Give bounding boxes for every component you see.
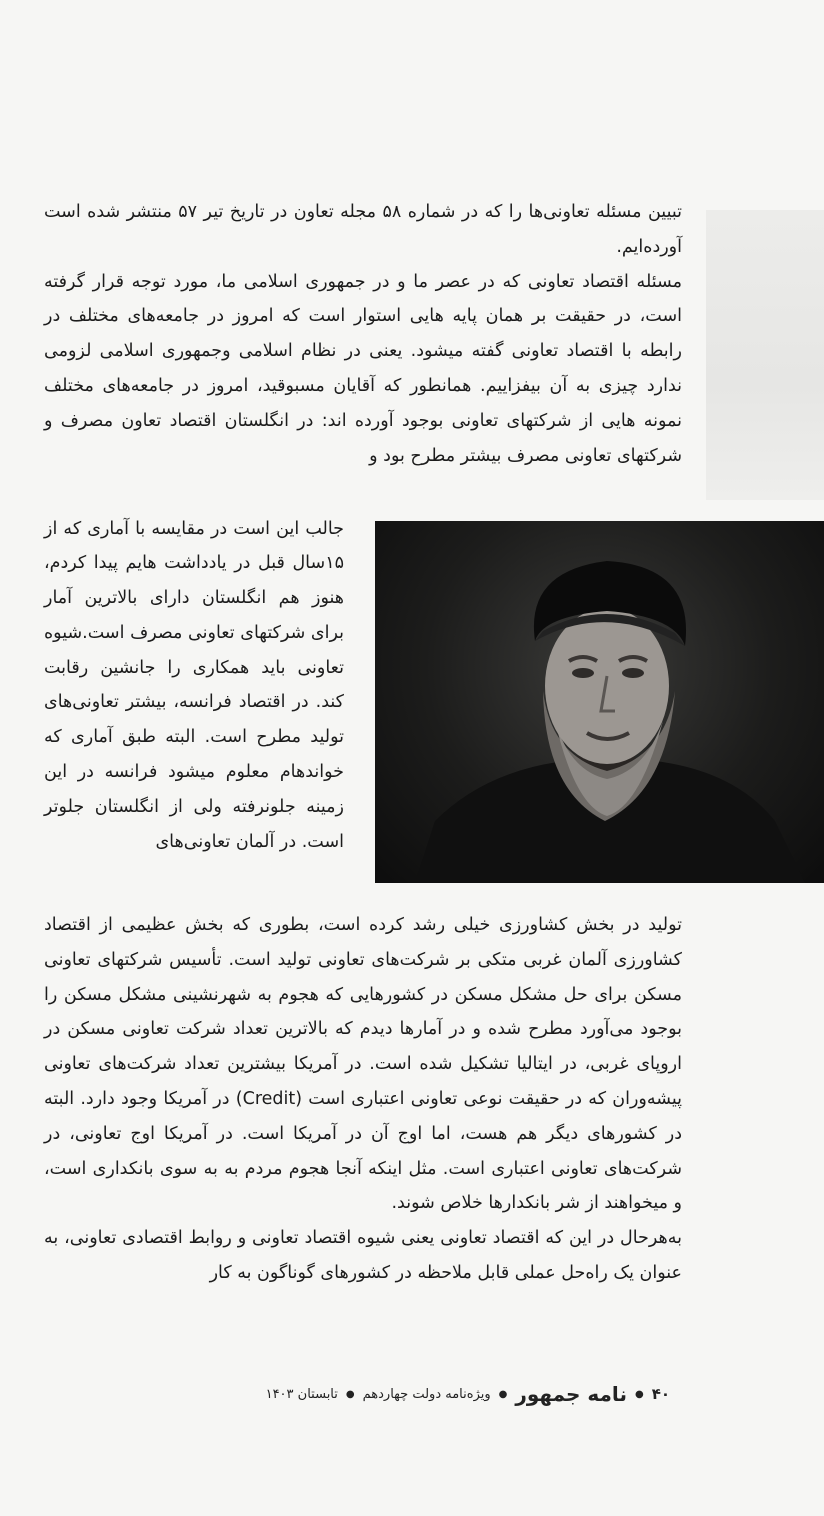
bullet-icon: ● <box>498 1388 508 1400</box>
article-top-block <box>44 195 682 473</box>
page-footer <box>265 1382 670 1406</box>
bullet-icon: ● <box>634 1388 644 1400</box>
portrait-photo <box>375 521 824 883</box>
article-bottom-block <box>44 908 682 1291</box>
paragraph-intro: تبیین مسئله تعاونی‌ها را که در شماره ۵۸ مجله تعاون در تاریخ تیر ۵۷ منتشر شده است آورده‌ایم. <box>44 202 682 257</box>
bullet-icon: ● <box>345 1388 355 1400</box>
magazine-logo: نامه جمهور <box>515 1382 627 1406</box>
season-label: تابستان ۱۴۰۳ <box>265 1386 338 1402</box>
page-number: ۴۰ <box>651 1385 670 1403</box>
paragraph-wrap: جالب این است در مقایسه با آماری که از ۱۵سال قبل در یادداشت هایم پیدا کردم، هنوز هم انگلستان دارای بالاترین آمار برای شرکتهای تعاونی مصرف است.شیوه تعاونی باید همکاری را جانشین رقابت کند. در اقتصاد فرانسه، بیشتر تعاونی‌های تولید مطرح است. البته طبق آماری که خواندهام معلوم میشود فرانسه در این زمینه جلونرفته ولی از انگلستان جلوتر است. در آلمان تعاونی‌های <box>44 518 344 852</box>
issue-label: ویژه‌نامه دولت چهاردهم <box>362 1386 491 1402</box>
article-wrap-column <box>44 494 344 877</box>
paragraph-conclusion: به‌هرحال در این که اقتصاد تعاونی یعنی شیوه اقتصاد تعاونی و روابط اقتصادی تعاونی، به عنوان یک راه‌حل عملی قابل ملاحظه در کشورهای گوناگون به کار <box>44 1228 682 1283</box>
paragraph-germany-agriculture: تولید در بخش کشاورزی خیلی رشد کرده است، بطوری که بخش عظیمی از اقتصاد کشاورزی آلمان غربی متکی بر شرکت‌های تعاونی تولید است. تأسیس شرکتهای تعاونی مسکن برای حل مشکل مسکن در کشورهایی که هجوم به شهرنشینی مشکل مسکن را بوجود می‌آورد مطرح شده و در آمارها دیدم که بالاترین تعداد شرکت تعاونی مسکن در اروپای غربی، در ایتالیا تشکیل شده است. در آمریکا بیشترین تعداد شرکت‌های تعاونی پیشه‌وران که در حقیقت نوعی تعاونی اعتباری است (Credit) در آمریکا وجود دارد. البته در کشورهای دیگر هم هست، اما اوج آن در آمریکا است. در آمریکا اوج تعاونی، در شرکت‌های تعاونی اعتباری است. مثل اینکه آنجا هجوم مردم به به سوی بانکداری است، و میخواهند از شر بانکدارها خلاص شوند. <box>44 915 682 1214</box>
paragraph-cooperative-economy: مسئله اقتصاد تعاونی که در عصر ما و در جمهوری اسلامی ما، مورد توجه قرار گرفته است، در حقیقت بر همان پایه هایی استوار است که امروز در جامعه‌های مختلف در رابطه با اقتصاد تعاونی گفته میشود. یعنی در نظام اسلامی وجمهوری اسلامی لزومی ندارد چیزی به آن بیفزاییم. همانطور که آقایان مسبوقید، امروز در جامعه‌های مختلف نمونه هایی از شرکتهای تعاونی بوجود آورده اند: در انگلستان اقتصاد تعاون مصرف و شرکتهای تعاونی مصرف بیشتر مطرح بود و <box>44 271 682 466</box>
page-edge-shadow <box>706 210 824 500</box>
